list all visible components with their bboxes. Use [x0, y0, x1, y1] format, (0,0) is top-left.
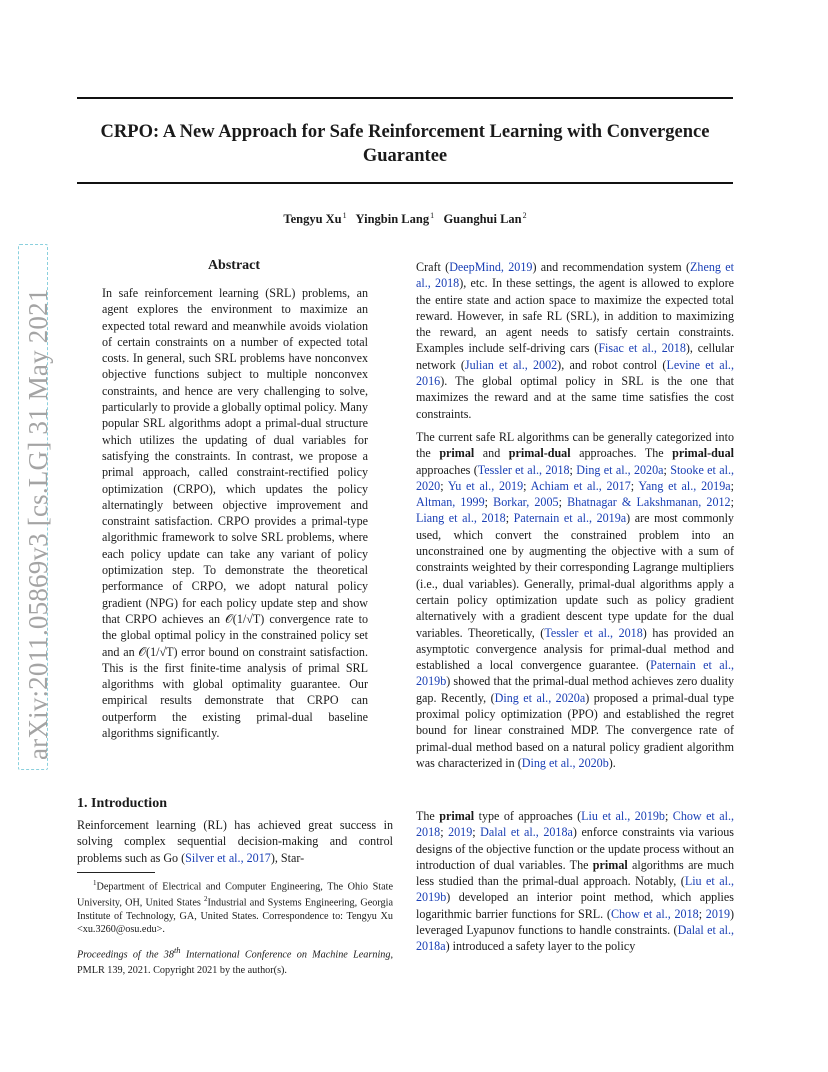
- body-text: ), and robot control (: [557, 357, 667, 372]
- body-text: and: [474, 446, 509, 461]
- author-name: Tengyu Xu: [283, 212, 342, 227]
- body-text: ;: [523, 478, 531, 493]
- body-text: ) has provided an asymptotic convergence analysis for primal-dual method and established a local convergence guarantee. (: [416, 625, 734, 673]
- footnote-text: Industrial and Systems Engineering, Georgia Institute of Technology, GA, United States. Correspondence to: Tengyu Xu <xu.3260@osu.edu>.: [77, 897, 393, 935]
- body-text: ), cellular network (: [416, 341, 734, 372]
- citation-link[interactable]: Borkar, 2005: [493, 495, 559, 510]
- proceedings-conference: International Conference on Machine Learning: [180, 949, 391, 961]
- body-text: Craft (: [416, 260, 450, 274]
- introduction-text: [77, 817, 393, 866]
- footnote-rule: [77, 872, 155, 873]
- citation-link[interactable]: Chow et al., 2018: [610, 906, 699, 921]
- citation-link[interactable]: Dalal et al., 2018a: [480, 825, 573, 840]
- body-text: ).: [608, 755, 616, 770]
- citation-link[interactable]: Tessler et al., 2018: [544, 625, 643, 640]
- citation-link[interactable]: 2019: [448, 825, 473, 840]
- body-text: The: [416, 809, 440, 823]
- proceedings-text: Proceedings of the 38: [77, 949, 174, 961]
- citation-link[interactable]: Paternain et al., 2019a: [513, 511, 627, 526]
- body-text: ) leveraged Lyapunov functions to handle constraints. (: [416, 906, 735, 938]
- body-text: approaches (: [416, 462, 478, 477]
- body-text: Reinforcement learning (RL) has achieved great success in solving complex sequential decision-making and control problems such as Go (: [77, 818, 393, 865]
- author-name: Guanghui Lan: [443, 212, 522, 227]
- footnote-text: Department of Electrical and Computer Engineering, The Ohio State University, OH, United States: [77, 881, 393, 909]
- body-text: ), Star-: [270, 850, 305, 865]
- body-text: ;: [558, 495, 568, 510]
- bold-term: primal: [592, 857, 628, 872]
- body-text: ;: [569, 462, 577, 477]
- citation-link[interactable]: Julian et al., 2002: [464, 357, 558, 372]
- body-text: ;: [440, 478, 448, 493]
- body-text: ;: [730, 495, 734, 510]
- paper-title: CRPO: A New Approach for Safe Reinforcement Learning with Convergence Guarantee: [100, 122, 710, 166]
- body-text: ) introduced a safety layer to the policy: [445, 939, 636, 954]
- affiliation-footnote: [77, 877, 393, 936]
- citation-link[interactable]: Tessler et al., 2018: [477, 462, 570, 477]
- citation-link[interactable]: Ding et al., 2020a: [576, 462, 664, 477]
- citation-link[interactable]: Silver et al., 2017: [185, 850, 271, 865]
- citation-link[interactable]: Achiam et al., 2017: [530, 478, 631, 493]
- citation-link[interactable]: Chow et al., 2018: [416, 809, 734, 840]
- body-text: algorithms are much less studied than the primal-dual approach. Notably, (: [416, 857, 735, 889]
- proceedings-note: [77, 943, 393, 978]
- citation-link[interactable]: Dalal et al., 2018a: [416, 923, 734, 954]
- citation-link[interactable]: DeepMind, 2019: [449, 260, 533, 274]
- proceedings-copyright: , PMLR 139, 2021. Copyright 2021 by the author(s).: [77, 949, 394, 976]
- citation-link[interactable]: Altman, 1999: [416, 495, 485, 510]
- author-affiliation: 1: [430, 211, 435, 220]
- title-bottom-rule: [77, 182, 733, 184]
- body-text: ;: [505, 511, 514, 526]
- body-text: ;: [630, 478, 639, 493]
- body-text: ;: [484, 495, 494, 510]
- citation-link[interactable]: Liang et al., 2018: [416, 511, 506, 526]
- citation-link[interactable]: 2019: [705, 906, 730, 921]
- citation-link[interactable]: Zheng et al., 2018: [416, 260, 734, 291]
- citation-link[interactable]: Liu et al., 2019b: [416, 874, 735, 905]
- citation-link[interactable]: Liu et al., 2019b: [581, 809, 665, 823]
- body-text: ), etc. In these settings, the agent is allowed to explore the entire state and action space to maximize the expected total reward. However, in safe RL (SRL), in addition to maximizing the reward, an agent needs to satisfy certain constraints. Examples include self-driving cars (: [416, 276, 734, 356]
- body-text: The current safe RL algorithms can be generally categorized into the: [416, 430, 734, 461]
- citation-link[interactable]: Fisac et al., 2018: [598, 341, 686, 356]
- footnote-mark: 1: [93, 879, 97, 887]
- citation-link[interactable]: Yu et al., 2019: [447, 478, 524, 493]
- body-text: ;: [472, 825, 481, 840]
- body-text: ) are most commonly used, which convert the constrained problem into an unconstrained one by augmenting the objective with a sum of constraints weighted by their corresponding Lagrange multipliers (i.e., dual variables). Generally, primal-dual algorithms apply a certain policy optimization update such as policy gradient alternatively with a gradient descent type update for the dual variables. Theoretically, (: [416, 511, 734, 640]
- body-text: ) showed that the primal-dual method achieves zero duality gap. Recently, (: [416, 674, 734, 705]
- citation-link[interactable]: Stooke et al., 2020: [416, 462, 734, 493]
- arxiv-identifier[interactable]: arXiv:2011.05869v3 [cs.LG] 31 May 2021: [23, 288, 53, 760]
- right-column-paragraph-1: [416, 259, 734, 422]
- body-text: ;: [698, 906, 706, 921]
- citation-link[interactable]: Ding et al., 2020a: [494, 690, 586, 705]
- body-text: ;: [663, 462, 671, 477]
- abstract-heading: Abstract: [207, 258, 261, 273]
- title-top-rule: [77, 97, 733, 99]
- author-affiliation: 1: [342, 211, 347, 220]
- body-text: ) developed an interior point method, which applies logarithmic barrier functions for SRL. (: [416, 890, 734, 921]
- body-text: ) enforce constraints via various designs of the objective function or the update process without an introduction of dual variables. The: [416, 825, 734, 872]
- introduction-heading: 1. Introduction: [77, 796, 167, 811]
- citation-link[interactable]: Paternain et al., 2019b: [416, 658, 734, 689]
- proceedings-sup: th: [173, 945, 181, 955]
- body-text: ). The global optimal policy in SRL is the one that maximizes the reward and at the same time satisfies the cost constraints.: [416, 374, 734, 421]
- bold-term: primal-dual: [508, 446, 571, 461]
- abstract-text: In safe reinforcement learning (SRL) problems, an agent explores the environment to maximize an expected total reward and meanwhile avoids violation of certain constraints on a number of expected total costs. In general, such SRL problems have nonconvex objective functions subject to multiple nonconvex constraints, and hence are very challenging to solve, particularly to provide a globally optimal policy. Many popular SRL algorithms adopt a primal-dual structure which utilizes the updating of dual variables for satisfying the constraints. In contrast, we propose a primal approach, called constraint-rectified policy optimization (CRPO), which updates the policy alternatingly between objective improvement and constraint satisfaction. CRPO provides a primal-type algorithmic framework to solve SRL problems, where each policy update can take any variant of policy optimization step. To demonstrate the theoretical performance of CRPO, we adopt natural policy gradient (NPG) for each policy update step and show that CRPO achieves an 𝒪(1/√T) convergence rate to the global optimal policy in the constrained policy set and an 𝒪(1/√T) error bound on constraint satisfaction. This is the first finite-time analysis of primal SRL algorithms with global optimality guarantee. Our empirical results demonstrate that CRPO can outperform the existing primal-dual baseline algorithms significantly.: [102, 286, 368, 741]
- body-text: ;: [664, 809, 673, 823]
- body-text: approaches. The: [570, 446, 673, 461]
- body-text: ;: [730, 478, 734, 493]
- citation-link[interactable]: Levine et al., 2016: [416, 357, 734, 389]
- body-text: type of approaches (: [474, 809, 582, 823]
- body-text: ;: [440, 825, 449, 840]
- bold-term: primal-dual: [672, 446, 734, 461]
- footnote-mark: 2: [204, 895, 208, 904]
- right-column-paragraph-2: [416, 429, 734, 771]
- citation-link[interactable]: Bhatnagar & Lakshmanan, 2012: [567, 495, 731, 510]
- body-text: ) and recommendation system (: [532, 260, 691, 274]
- body-text: ) proposed a primal-dual type proximal policy optimization (PPO) and established the regret bound for linear constrained MDP. The convergence rate of primal-dual method based on a natural policy gradient algorithm was characterized in (: [416, 690, 734, 770]
- citation-link[interactable]: Yang et al., 2019a: [638, 478, 731, 493]
- citation-link[interactable]: Ding et al., 2020b: [521, 755, 609, 770]
- author-affiliation: 2: [522, 211, 527, 220]
- author-list: [77, 211, 733, 227]
- author-name: Yingbin Lang: [355, 212, 430, 227]
- right-column-paragraph-3: [416, 808, 734, 955]
- bold-term: primal: [439, 446, 475, 461]
- bold-term: primal: [439, 809, 475, 823]
